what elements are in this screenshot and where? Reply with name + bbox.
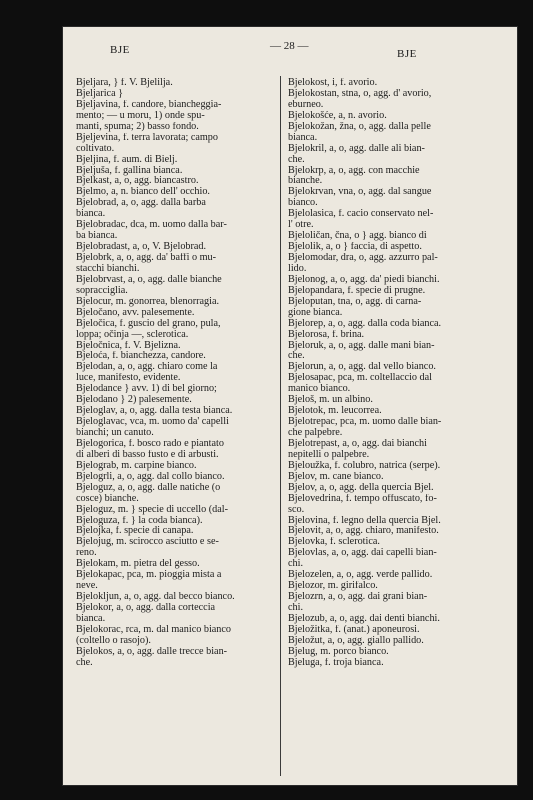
entry-line: Bjelojka, f. specie di canapa. <box>76 526 194 537</box>
entry-line: sco. <box>288 504 305 515</box>
entry-line: neve. <box>76 581 98 592</box>
entry-line: reno. <box>76 548 97 559</box>
entry-line: Bjeljina, f. aum. di Bielj. <box>76 154 178 165</box>
entry-line: Bjeločica, f. guscio del grano, pula, <box>76 318 221 329</box>
entry-line: Bjelojug, m. scirocco asciutto e se- <box>76 537 219 548</box>
entry-line: nepitelli o palpebre. <box>288 449 370 460</box>
entry-line: bianca. <box>288 132 318 143</box>
entry-line: chi. <box>288 603 303 613</box>
entry-line: Bjelokos, a, o, agg. dalle trecce bian- <box>76 646 228 657</box>
entry-line: Bjeluga, f. troja bianca. <box>288 657 384 668</box>
entry-line: Bjeloklјun, a, o, agg. dal becco bianco. <box>76 592 235 603</box>
entry-line: Bjelotok, m. leucorrea. <box>288 406 382 417</box>
entry-line: Bjelobrk, a, o, agg. da' baffi o mu- <box>76 253 216 263</box>
dictionary-page <box>62 26 518 786</box>
entry-line: Bjeljuša, f. gallina bianca. <box>76 165 183 176</box>
entry-line: bianche. <box>288 176 323 187</box>
entry-line: Bjelomodar, dra, o, agg. azzurro pal- <box>288 253 438 263</box>
entry-line: Bjeljara, } f. V. Bjelilja. <box>76 78 173 88</box>
entry-line: Bjeloća, f. bianchezza, candore. <box>76 351 206 362</box>
entry-line: Bjelovlas, a, o, agg. dai capelli bian- <box>288 548 437 559</box>
entry-line: Bjelokost, i, f. avorio. <box>288 78 378 88</box>
entry-line: Bjelodance } avv. 1) di bel giorno; <box>76 384 217 395</box>
entry-line: Bjelotrepac, pca, m. uomo dalle bian- <box>288 417 442 428</box>
entry-line: Bjeloguz, a, o, agg. dalle natiche (o <box>76 482 221 493</box>
entry-line: Bjelkast, a, o, agg. biancastro. <box>76 176 199 187</box>
entry-line: Bjelorun, a, o, agg. dal vello bianco. <box>288 362 436 373</box>
entry-line: Bjelozub, a, o, agg. dai denti bianchi. <box>288 613 440 624</box>
entry-line: Bjelokor, a, o, agg. dalla corteccia <box>76 603 216 613</box>
entry-line: luce, manifesto, evidente. <box>76 373 181 384</box>
entry-line: l' otre. <box>288 220 314 231</box>
entry-line: Bjelodano } 2) palesemente. <box>76 395 192 406</box>
entry-line: Bjelovina, f. legno della quercia Bjel. <box>288 515 441 526</box>
entry-line: Bjelokošće, a, n. avorio. <box>288 110 387 121</box>
entry-line: bianco. <box>288 198 318 209</box>
entry-line: Bjelorep, a, o, agg. dalla coda bianca. <box>288 318 442 329</box>
entry-line: Bjelobradac, dca, m. uomo dalla bar- <box>76 220 227 231</box>
entry-line: che. <box>76 657 93 668</box>
entry-line: Bjelovedrina, f. tempo offuscato, fo- <box>288 493 437 504</box>
entry-line: eburneo. <box>288 99 324 110</box>
entry-line: coltivato. <box>76 143 115 154</box>
entry-line: Bjelov, a, o, agg. della quercia Bjel. <box>288 482 434 493</box>
entry-line: Bjelosapac, pca, m. coltellaccio dal <box>288 373 432 384</box>
entry-line: Bjelokam, m. pietra del gesso. <box>76 559 200 570</box>
entry-line: Bjelolik, a, o } faccia, di aspetto. <box>288 242 422 253</box>
entry-line: Bjeljarica } <box>76 88 124 99</box>
entry-line: ba bianca. <box>76 231 118 242</box>
page-header <box>62 40 518 58</box>
entry-line: Bjelokril, a, o, agg. dalle ali bian- <box>288 143 425 154</box>
entry-line: Bjelozelen, a, o, agg. verde pallido. <box>288 570 433 581</box>
entry-line: Bjelovit, a, o, agg. chiaro, manifesto. <box>288 526 439 537</box>
entry-line: stacchi bianchi. <box>76 263 140 274</box>
entry-line: che palpebre. <box>288 428 343 438</box>
entry-line: Bjelocur, m. gonorrea, blenorragia. <box>76 296 220 307</box>
entry-line: chi. <box>288 559 303 570</box>
entry-line: Bjelmo, a, n. bianco dell' occhio. <box>76 187 210 198</box>
entry-line: cosce) bianche. <box>76 493 139 504</box>
entry-line: che. <box>288 154 305 165</box>
entry-line: Bjeloš, m. un albino. <box>288 395 373 406</box>
page-number: — 28 — <box>270 40 309 52</box>
entry-line: Bjelokožan, žna, o, agg. dalla pelle <box>288 121 431 132</box>
entry-line: Bjeloruk, a, o, agg. dalle mani bian- <box>288 340 435 351</box>
entry-line: Bjelorosa, f. brina. <box>288 329 365 340</box>
entry-line: Bjelozor, m. girifalco. <box>288 581 378 592</box>
entry-line: di alberi di basso fusto e di arbusti. <box>76 449 219 460</box>
entry-line: Bjeločnica, f. V. Bjelizna. <box>76 340 181 351</box>
entry-line: Bjeločano, avv. palesemente. <box>76 307 195 318</box>
entry-line: Bjeljavina, f. candore, biancheggia- <box>76 99 222 110</box>
left-column <box>76 78 280 669</box>
entry-line: Bjelokrp, a, o, agg. con macchie <box>288 165 420 176</box>
entry-line: bianca. <box>76 613 106 624</box>
entry-line: Bjelokapac, pca, m. pioggia mista a <box>76 570 222 581</box>
entry-line: Bjeloputan, tna, o, agg. di carna- <box>288 296 422 307</box>
entry-line: Bjelonog, a, o, agg. da' piedi bianchi. <box>288 274 440 285</box>
entry-line: Bjelograb, m. carpine bianco. <box>76 460 197 471</box>
entry-line: Bjelug, m. porco bianco. <box>288 646 389 657</box>
entry-line: Bjelobrvast, a, o, agg. dalle bianche <box>76 274 222 285</box>
entry-line: Bjelokorac, rca, m. dal manico bianco <box>76 624 232 635</box>
entry-line: bianca. <box>76 209 106 220</box>
right-column <box>288 78 492 669</box>
entry-line: manico bianco. <box>288 384 351 395</box>
entry-line: Bjeloglavac, vca, m. uomo da' capelli <box>76 417 229 428</box>
entry-line: Bjelovka, f. sclerotica. <box>288 537 380 548</box>
entry-line: (coltello o rasojo). <box>76 635 151 646</box>
entry-line: Bjelov, m. cane bianco. <box>288 471 384 482</box>
entry-line: che. <box>288 351 305 362</box>
column-divider <box>280 76 281 776</box>
entry-line: sopracciglia. <box>76 285 128 296</box>
entry-line: Bjeloličan, čna, o } agg. bianco di <box>288 231 427 242</box>
entry-line: gione bianca. <box>288 307 343 318</box>
entry-line: Bjelokrvan, vna, o, agg. dal sangue <box>288 187 432 198</box>
entry-line: Bjeloguz, m. } specie di uccello (dal- <box>76 504 228 515</box>
header-left-guideword: BJE <box>110 44 130 56</box>
entry-line: Bjeložitka, f. (anat.) aponeurosi. <box>288 624 420 635</box>
entry-line: Bjeloglav, a, o, agg. dalla testa bianca. <box>76 406 233 417</box>
entry-line: Bjelobrad, a, o, agg. dalla barba <box>76 198 206 209</box>
header-right-guideword: BJE <box>397 48 417 60</box>
entry-line: mento; — u moru, 1) onde spu- <box>76 110 205 121</box>
entry-line: Bjeložut, a, o, agg. giallo pallido. <box>288 635 424 646</box>
entry-line: Bjelolasica, f. cacio conservato nel- <box>288 209 434 220</box>
entry-line: bianchi; un canuto. <box>76 428 154 438</box>
entry-line: Bjeloužka, f. colubro, natrica (serpe). <box>288 460 441 471</box>
entry-line: Bjelozrn, a, o, agg. dai grani bian- <box>288 592 428 603</box>
entry-line: Bjeloguza, f. } la coda bianca). <box>76 515 203 526</box>
entry-line: Bjelodan, a, o, agg. chiaro come la <box>76 362 218 373</box>
entry-line: Bjelobradast, a, o, V. Bjelobrad. <box>76 242 207 253</box>
entry-line: Bjelotrepast, a, o, agg. dai bianchi <box>288 438 427 449</box>
entry-line: Bjelokostan, stna, o, agg. d' avorio, <box>288 88 432 99</box>
entry-line: loppa; očinja —, sclerotica. <box>76 329 189 340</box>
entry-line: Bjeljevina, f. terra lavorata; campo <box>76 132 218 143</box>
entry-line: manti, spuma; 2) basso fondo. <box>76 121 199 132</box>
entry-line: Bjelogorica, f. bosco rado e piantato <box>76 438 224 449</box>
entry-line: lido. <box>288 263 307 274</box>
entry-line: Bjelogrli, a, o, agg. dal collo bianco. <box>76 471 225 482</box>
entry-line: Bjelopandara, f. specie di prugne. <box>288 285 426 296</box>
